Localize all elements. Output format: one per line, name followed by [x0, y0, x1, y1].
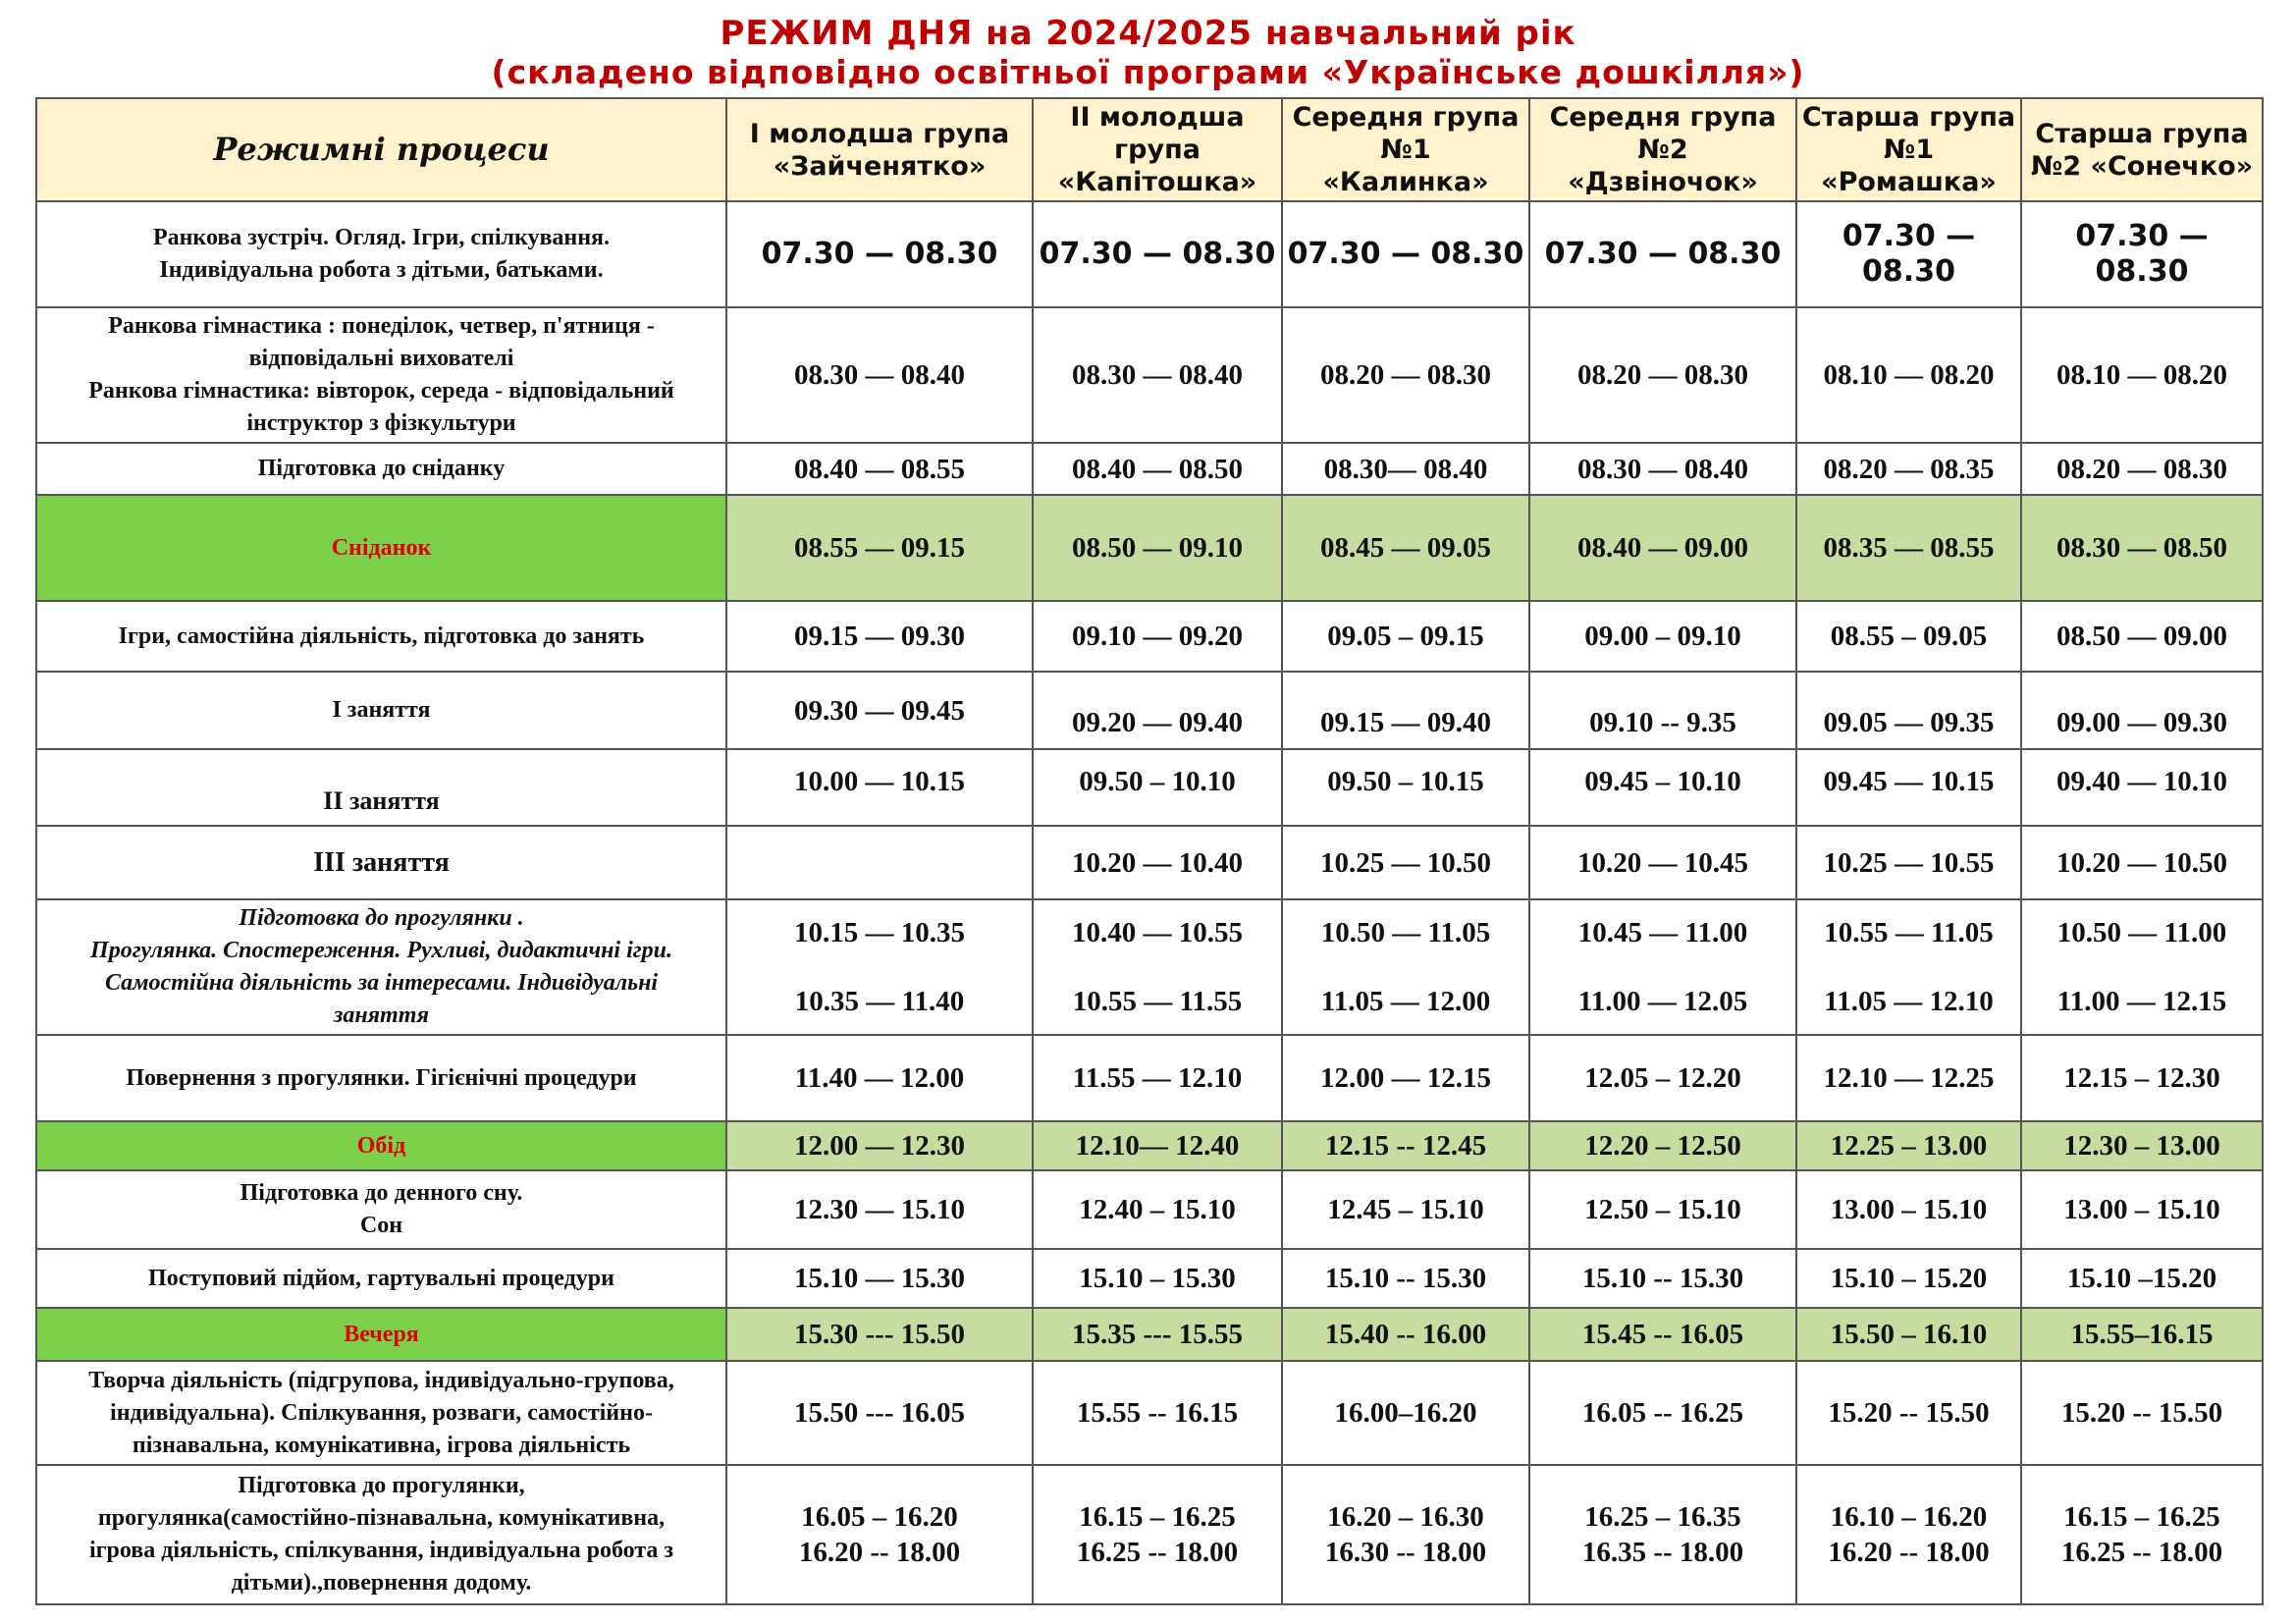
- time-cell: 10.20 — 10.45: [1529, 826, 1796, 899]
- time-cell: 16.25 – 16.35 16.35 -- 18.00: [1529, 1465, 1796, 1604]
- time-cell: 09.05 — 09.35: [1796, 672, 2021, 749]
- process-cell: ІІ заняття: [36, 749, 726, 826]
- time-cell: 12.25 – 13.00: [1796, 1121, 2021, 1170]
- time-cell: 16.05 – 16.20 16.20 -- 18.00: [726, 1465, 1033, 1604]
- schedule-row: [36, 826, 2263, 899]
- schedule-row: [36, 601, 2263, 672]
- schedule-row-dinner: [36, 1308, 2263, 1361]
- time-cell: 08.50 — 09.00: [2021, 601, 2263, 672]
- schedule-row: [36, 1035, 2263, 1121]
- time-cell: 09.50 – 10.15: [1282, 749, 1529, 826]
- time-cell: 13.00 – 15.10: [1796, 1170, 2021, 1249]
- time-cell: 08.30— 08.40: [1282, 443, 1529, 495]
- schedule-row: [36, 201, 2263, 307]
- time-cell: 10.25 — 10.55: [1796, 826, 2021, 899]
- time-cell: 16.10 – 16.20 16.20 -- 18.00: [1796, 1465, 2021, 1604]
- time-cell: 09.15 — 09.40: [1282, 672, 1529, 749]
- time-cell: 08.20 — 08.30: [1529, 307, 1796, 443]
- header-processes: Режимні процеси: [36, 98, 726, 201]
- time-cell: 10.20 — 10.50: [2021, 826, 2263, 899]
- time-cell: 08.20 — 08.30: [1282, 307, 1529, 443]
- header-group-6: Старша група №2 «Сонечко»: [2021, 98, 2263, 201]
- time-cell: 10.00 — 10.15: [726, 749, 1033, 826]
- time-cell: 09.30 — 09.45: [726, 672, 1033, 749]
- time-cell: 15.30 --- 15.50: [726, 1308, 1033, 1361]
- process-cell: Підготовка до прогулянки, прогулянка(самостійно-пізнавальна, комунікативна, ігрова діяльність, спілкування, індивідуальна робота з дітьми).,повернення додому.: [36, 1465, 726, 1604]
- time-cell: 08.40 — 08.55: [726, 443, 1033, 495]
- time-cell: 07.30 — 08.30: [726, 201, 1033, 307]
- time-cell: 10.25 — 10.50: [1282, 826, 1529, 899]
- process-cell-lunch: Обід: [36, 1121, 726, 1170]
- time-cell: 15.45 -- 16.05: [1529, 1308, 1796, 1361]
- time-cell: 08.10 — 08.20: [1796, 307, 2021, 443]
- schedule-row: [36, 749, 2263, 826]
- schedule-row: [36, 899, 2263, 1035]
- time-cell: 09.00 — 09.30: [2021, 672, 2263, 749]
- time-cell: 16.15 – 16.25 16.25 -- 18.00: [1033, 1465, 1282, 1604]
- process-cell-dinner: Вечеря: [36, 1308, 726, 1361]
- process-cell: Повернення з прогулянки. Гігієнічні процедури: [36, 1035, 726, 1121]
- process-cell: ІІІ заняття: [36, 826, 726, 899]
- time-cell: 15.20 -- 15.50: [1796, 1361, 2021, 1465]
- time-cell: 15.35 --- 15.55: [1033, 1308, 1282, 1361]
- time-cell: 08.30 — 08.50: [2021, 495, 2263, 601]
- time-cell: 08.55 – 09.05: [1796, 601, 2021, 672]
- time-cell: 15.10 – 15.30: [1033, 1249, 1282, 1308]
- schedule-row-lunch: [36, 1121, 2263, 1170]
- time-cell: 12.30 — 15.10: [726, 1170, 1033, 1249]
- time-cell: 07.30 — 08.30: [1796, 201, 2021, 307]
- time-cell: 15.10 -- 15.30: [1282, 1249, 1529, 1308]
- time-cell: 07.30 — 08.30: [1529, 201, 1796, 307]
- time-cell: 12.45 – 15.10: [1282, 1170, 1529, 1249]
- time-cell: 12.00 — 12.30: [726, 1121, 1033, 1170]
- time-cell: 08.20 — 08.30: [2021, 443, 2263, 495]
- process-cell: І заняття: [36, 672, 726, 749]
- time-cell: 15.50 – 16.10: [1796, 1308, 2021, 1361]
- time-cell: 09.05 – 09.15: [1282, 601, 1529, 672]
- time-cell: 09.15 — 09.30: [726, 601, 1033, 672]
- time-cell: 08.10 — 08.20: [2021, 307, 2263, 443]
- time-cell: 09.00 – 09.10: [1529, 601, 1796, 672]
- time-cell: 12.00 — 12.15: [1282, 1035, 1529, 1121]
- time-cell: 10.55 — 11.05 11.05 — 12.10: [1796, 899, 2021, 1035]
- process-cell: Ранкова гімнастика : понеділок, четвер, п'ятниця - відповідальні вихователі Ранкова гімнастика: вівторок, середа - відповідальний інструктор з фізкультури: [36, 307, 726, 443]
- time-cell: 09.20 — 09.40: [1033, 672, 1282, 749]
- time-cell: 08.35 — 08.55: [1796, 495, 2021, 601]
- time-cell: 15.50 --- 16.05: [726, 1361, 1033, 1465]
- schedule-table: [35, 97, 2264, 1605]
- time-cell: 08.30 — 08.40: [1529, 443, 1796, 495]
- time-cell: 09.10 — 09.20: [1033, 601, 1282, 672]
- schedule-row: [36, 443, 2263, 495]
- time-cell: 09.45 – 10.10: [1529, 749, 1796, 826]
- time-cell: 15.10 –15.20: [2021, 1249, 2263, 1308]
- time-cell: 15.55–16.15: [2021, 1308, 2263, 1361]
- header-group-3: Середня група №1 «Калинка»: [1282, 98, 1529, 201]
- time-cell: 16.15 – 16.25 16.25 -- 18.00: [2021, 1465, 2263, 1604]
- process-cell: Підготовка до сніданку: [36, 443, 726, 495]
- time-cell: 08.30 — 08.40: [1033, 307, 1282, 443]
- process-cell-breakfast: Сніданок: [36, 495, 726, 601]
- header-group-2: ІІ молодша група «Капітошка»: [1033, 98, 1282, 201]
- time-cell: 12.50 – 15.10: [1529, 1170, 1796, 1249]
- time-cell: 15.10 – 15.20: [1796, 1249, 2021, 1308]
- time-cell: 08.55 — 09.15: [726, 495, 1033, 601]
- schedule-row: [36, 672, 2263, 749]
- time-cell: 07.30 — 08.30: [1033, 201, 1282, 307]
- time-cell: 07.30 — 08.30: [2021, 201, 2263, 307]
- time-cell: 10.20 — 10.40: [1033, 826, 1282, 899]
- time-cell: 08.50 — 09.10: [1033, 495, 1282, 601]
- time-cell: 11.55 — 12.10: [1033, 1035, 1282, 1121]
- header-group-4: Середня група №2 «Дзвіночок»: [1529, 98, 1796, 201]
- time-cell: 10.50 — 11.05 11.05 — 12.00: [1282, 899, 1529, 1035]
- time-cell: 08.40 — 09.00: [1529, 495, 1796, 601]
- time-cell: 15.20 -- 15.50: [2021, 1361, 2263, 1465]
- time-cell: 09.45 — 10.15: [1796, 749, 2021, 826]
- time-cell: 08.20 — 08.35: [1796, 443, 2021, 495]
- time-cell: 16.00–16.20: [1282, 1361, 1529, 1465]
- time-cell: 13.00 – 15.10: [2021, 1170, 2263, 1249]
- time-cell: 09.50 – 10.10: [1033, 749, 1282, 826]
- time-cell: 12.05 – 12.20: [1529, 1035, 1796, 1121]
- time-cell: 12.10 — 12.25: [1796, 1035, 2021, 1121]
- page-title: РЕЖИМ ДНЯ на 2024/2025 навчальний рік: [720, 14, 1576, 53]
- time-cell: [726, 826, 1033, 899]
- time-cell: 09.10 -- 9.35: [1529, 672, 1796, 749]
- process-cell: Ігри, самостійна діяльність, підготовка до занять: [36, 601, 726, 672]
- schedule-row-breakfast: [36, 495, 2263, 601]
- process-cell: Підготовка до прогулянки . Прогулянка. Спостереження. Рухливі, дидактичні ігри. Самостійна діяльність за інтересами. Індивідуальні заняття: [36, 899, 726, 1035]
- process-cell: Поступовий підйом, гартувальні процедури: [36, 1249, 726, 1308]
- header-group-1: І молодша група «Зайченятко»: [726, 98, 1033, 201]
- header-row: [36, 98, 2263, 201]
- process-cell: Ранкова зустріч. Огляд. Ігри, спілкування. Індивідуальна робота з дітьми, батьками.: [36, 201, 726, 307]
- schedule-row: [36, 1465, 2263, 1604]
- time-cell: 08.30 — 08.40: [726, 307, 1033, 443]
- time-cell: 12.40 – 15.10: [1033, 1170, 1282, 1249]
- schedule-row: [36, 1170, 2263, 1249]
- time-cell: 07.30 — 08.30: [1282, 201, 1529, 307]
- time-cell: 08.40 — 08.50: [1033, 443, 1282, 495]
- time-cell: 10.45 — 11.00 11.00 — 12.05: [1529, 899, 1796, 1035]
- time-cell: 12.15 -- 12.45: [1282, 1121, 1529, 1170]
- time-cell: 10.15 — 10.35 10.35 — 11.40: [726, 899, 1033, 1035]
- time-cell: 16.05 -- 16.25: [1529, 1361, 1796, 1465]
- process-cell: Підготовка до денного сну. Сон: [36, 1170, 726, 1249]
- time-cell: 08.45 — 09.05: [1282, 495, 1529, 601]
- time-cell: 15.55 -- 16.15: [1033, 1361, 1282, 1465]
- time-cell: 10.40 — 10.55 10.55 — 11.55: [1033, 899, 1282, 1035]
- time-cell: 12.30 – 13.00: [2021, 1121, 2263, 1170]
- time-cell: 12.15 – 12.30: [2021, 1035, 2263, 1121]
- schedule-row: [36, 1361, 2263, 1465]
- time-cell: 15.10 -- 15.30: [1529, 1249, 1796, 1308]
- header-group-5: Старша група №1 «Ромашка»: [1796, 98, 2021, 201]
- time-cell: 15.10 — 15.30: [726, 1249, 1033, 1308]
- time-cell: 12.10— 12.40: [1033, 1121, 1282, 1170]
- page-subtitle: (складено відповідно освітньої програми «Українське дошкілля»): [491, 53, 1805, 91]
- time-cell: 11.40 — 12.00: [726, 1035, 1033, 1121]
- process-cell: Творча діяльність (підгрупова, індивідуально-групова, індивідуальна). Спілкування, розваги, самостійно- пізнавальна, комунікативна, ігрова діяльність: [36, 1361, 726, 1465]
- schedule-row: [36, 307, 2263, 443]
- time-cell: 16.20 – 16.30 16.30 -- 18.00: [1282, 1465, 1529, 1604]
- time-cell: 09.40 — 10.10: [2021, 749, 2263, 826]
- time-cell: 15.40 -- 16.00: [1282, 1308, 1529, 1361]
- time-cell: 12.20 – 12.50: [1529, 1121, 1796, 1170]
- schedule-row: [36, 1249, 2263, 1308]
- time-cell: 10.50 — 11.00 11.00 — 12.15: [2021, 899, 2263, 1035]
